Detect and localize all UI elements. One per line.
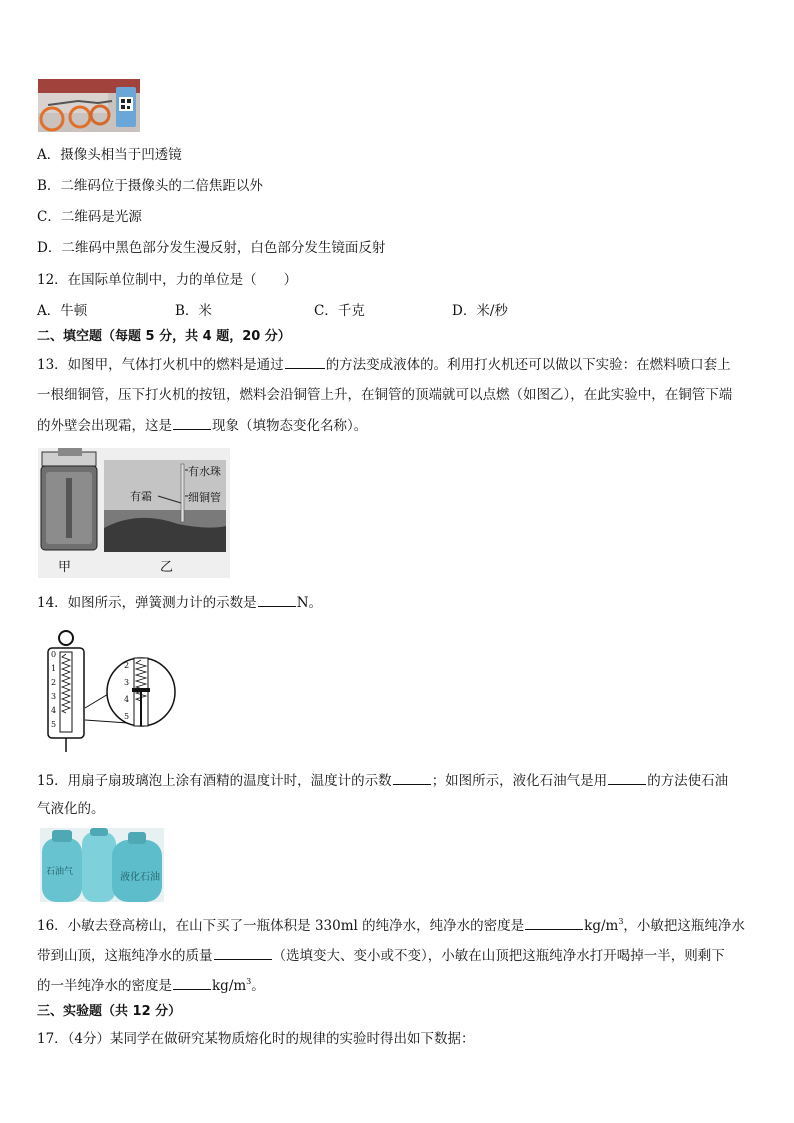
q16-text: （选填变大、变小或不变），小敏在山顶把这瓶纯净水打开喝掉一半，则剩下 (272, 948, 725, 964)
q17-text: 17．（4分）某同学在做研究某物质熔化时的规律的实验时得出如下数据： (37, 1031, 475, 1047)
zoom-tick: 4 (124, 695, 130, 704)
q13-text: 13．如图甲，气体打火机中的燃料是通过 (37, 357, 284, 373)
q13-blank-1[interactable] (285, 355, 325, 369)
gas-tanks-photo (40, 828, 164, 902)
tank-label-left: 石油气 (46, 867, 74, 877)
label-frost: 有霜 (130, 490, 152, 503)
q11-option-c: C．二维码是光源 (37, 209, 142, 225)
label-water-droplets: 有水珠 (188, 465, 221, 478)
q12-stem: 12．在国际单位制中，力的单位是（ ） (37, 272, 298, 288)
q16-line-2 (37, 946, 725, 965)
scale-tick: 0 (51, 650, 57, 659)
section-2-title: 二、填空题（每题 5 分，共 4 题，20 分） (37, 329, 291, 344)
q16-line-1 (37, 916, 745, 935)
spring-scale-figure (40, 628, 180, 753)
zoom-tick: 5 (124, 712, 130, 721)
scale-tick: 5 (51, 720, 57, 729)
q16-unit-exponent: 3 (618, 917, 624, 926)
q16-unit-exponent: 3 (246, 977, 252, 986)
label-copper-tube: 细铜管 (188, 491, 221, 504)
q13-line-1 (37, 355, 731, 374)
q15-blank-1[interactable] (393, 771, 431, 785)
q13-line-3 (37, 416, 367, 435)
q15-text: ；如图所示，液化石油气是用 (431, 773, 608, 789)
q16-text: ，小敏把这瓶纯净水 (623, 918, 745, 934)
q12-option-d: D．米/秒 (452, 303, 508, 319)
bike-qr-photo (38, 79, 140, 132)
q11-option-d: D．二维码中黑色部分发生漫反射，白色部分发生镜面反射 (37, 240, 386, 256)
scale-tick: 1 (51, 664, 57, 673)
q12-options (37, 302, 757, 320)
q11-option-b: B．二维码位于摄像头的二倍焦距以外 (37, 178, 263, 194)
q12-option-a: A．牛顿 (37, 303, 88, 319)
q13-text: 的外壁会出现霜，这是 (37, 418, 172, 434)
q13-text: 现象（填物态变化名称）。 (212, 418, 368, 434)
q15-text: 15．用扇子扇玻璃泡上涂有酒精的温度计时，温度计的示数 (37, 773, 392, 789)
q12-option-c: C．千克 (314, 303, 365, 319)
q15-line-1 (37, 771, 728, 790)
scale-tick: 2 (51, 678, 57, 687)
q16-text: 的一半纯净水的密度是 (37, 978, 172, 994)
tank-label-right: 液化石油 (120, 872, 160, 883)
q12-option-b: B．米 (175, 303, 212, 319)
q14-blank[interactable] (258, 593, 296, 607)
section-3-title: 三、实验题（共 12 分） (37, 1004, 182, 1019)
q16-blank-2[interactable] (214, 946, 272, 960)
q14-text: N。 (296, 595, 322, 611)
figure-label-yi: 乙 (160, 560, 174, 575)
lighter-figure (38, 448, 230, 578)
q15-text: 的方法使石油 (647, 773, 729, 789)
q16-blank-3[interactable] (173, 976, 211, 990)
q16-text: 带到山顶，这瓶纯净水的质量 (37, 948, 213, 964)
q14-line (37, 593, 322, 612)
q16-text: 16．小敏去登高榜山，在山下买了一瓶体积是 330ml 的纯净水，纯净水的密度是 (37, 918, 525, 934)
scale-tick: 4 (51, 706, 57, 715)
scale-tick: 3 (51, 692, 57, 701)
q16-line-3 (37, 976, 265, 995)
q16-text: 。 (251, 978, 265, 994)
q16-unit: kg/m (584, 918, 619, 934)
zoom-tick: 2 (124, 661, 130, 670)
q15-line-2: 气液化的。 (37, 801, 105, 817)
q15-blank-2[interactable] (608, 771, 646, 785)
q14-text: 14．如图所示，弹簧测力计的示数是 (37, 595, 257, 611)
q13-blank-2[interactable] (173, 416, 211, 430)
q16-unit: kg/m (212, 978, 247, 994)
q13-text: 的方法变成液体的。利用打火机还可以做以下实验：在燃料喷口套上 (325, 357, 731, 373)
zoom-tick: 3 (124, 678, 130, 687)
q13-line-2: 一根细铜管，压下打火机的按钮，燃料会沿铜管上升，在铜管的顶端就可以点燃（如图乙），在此实验中，在铜管下端 (37, 387, 733, 403)
q11-option-a: A．摄像头相当于凹透镜 (37, 147, 182, 163)
q16-blank-1[interactable] (525, 916, 583, 930)
figure-label-jia: 甲 (58, 560, 72, 575)
